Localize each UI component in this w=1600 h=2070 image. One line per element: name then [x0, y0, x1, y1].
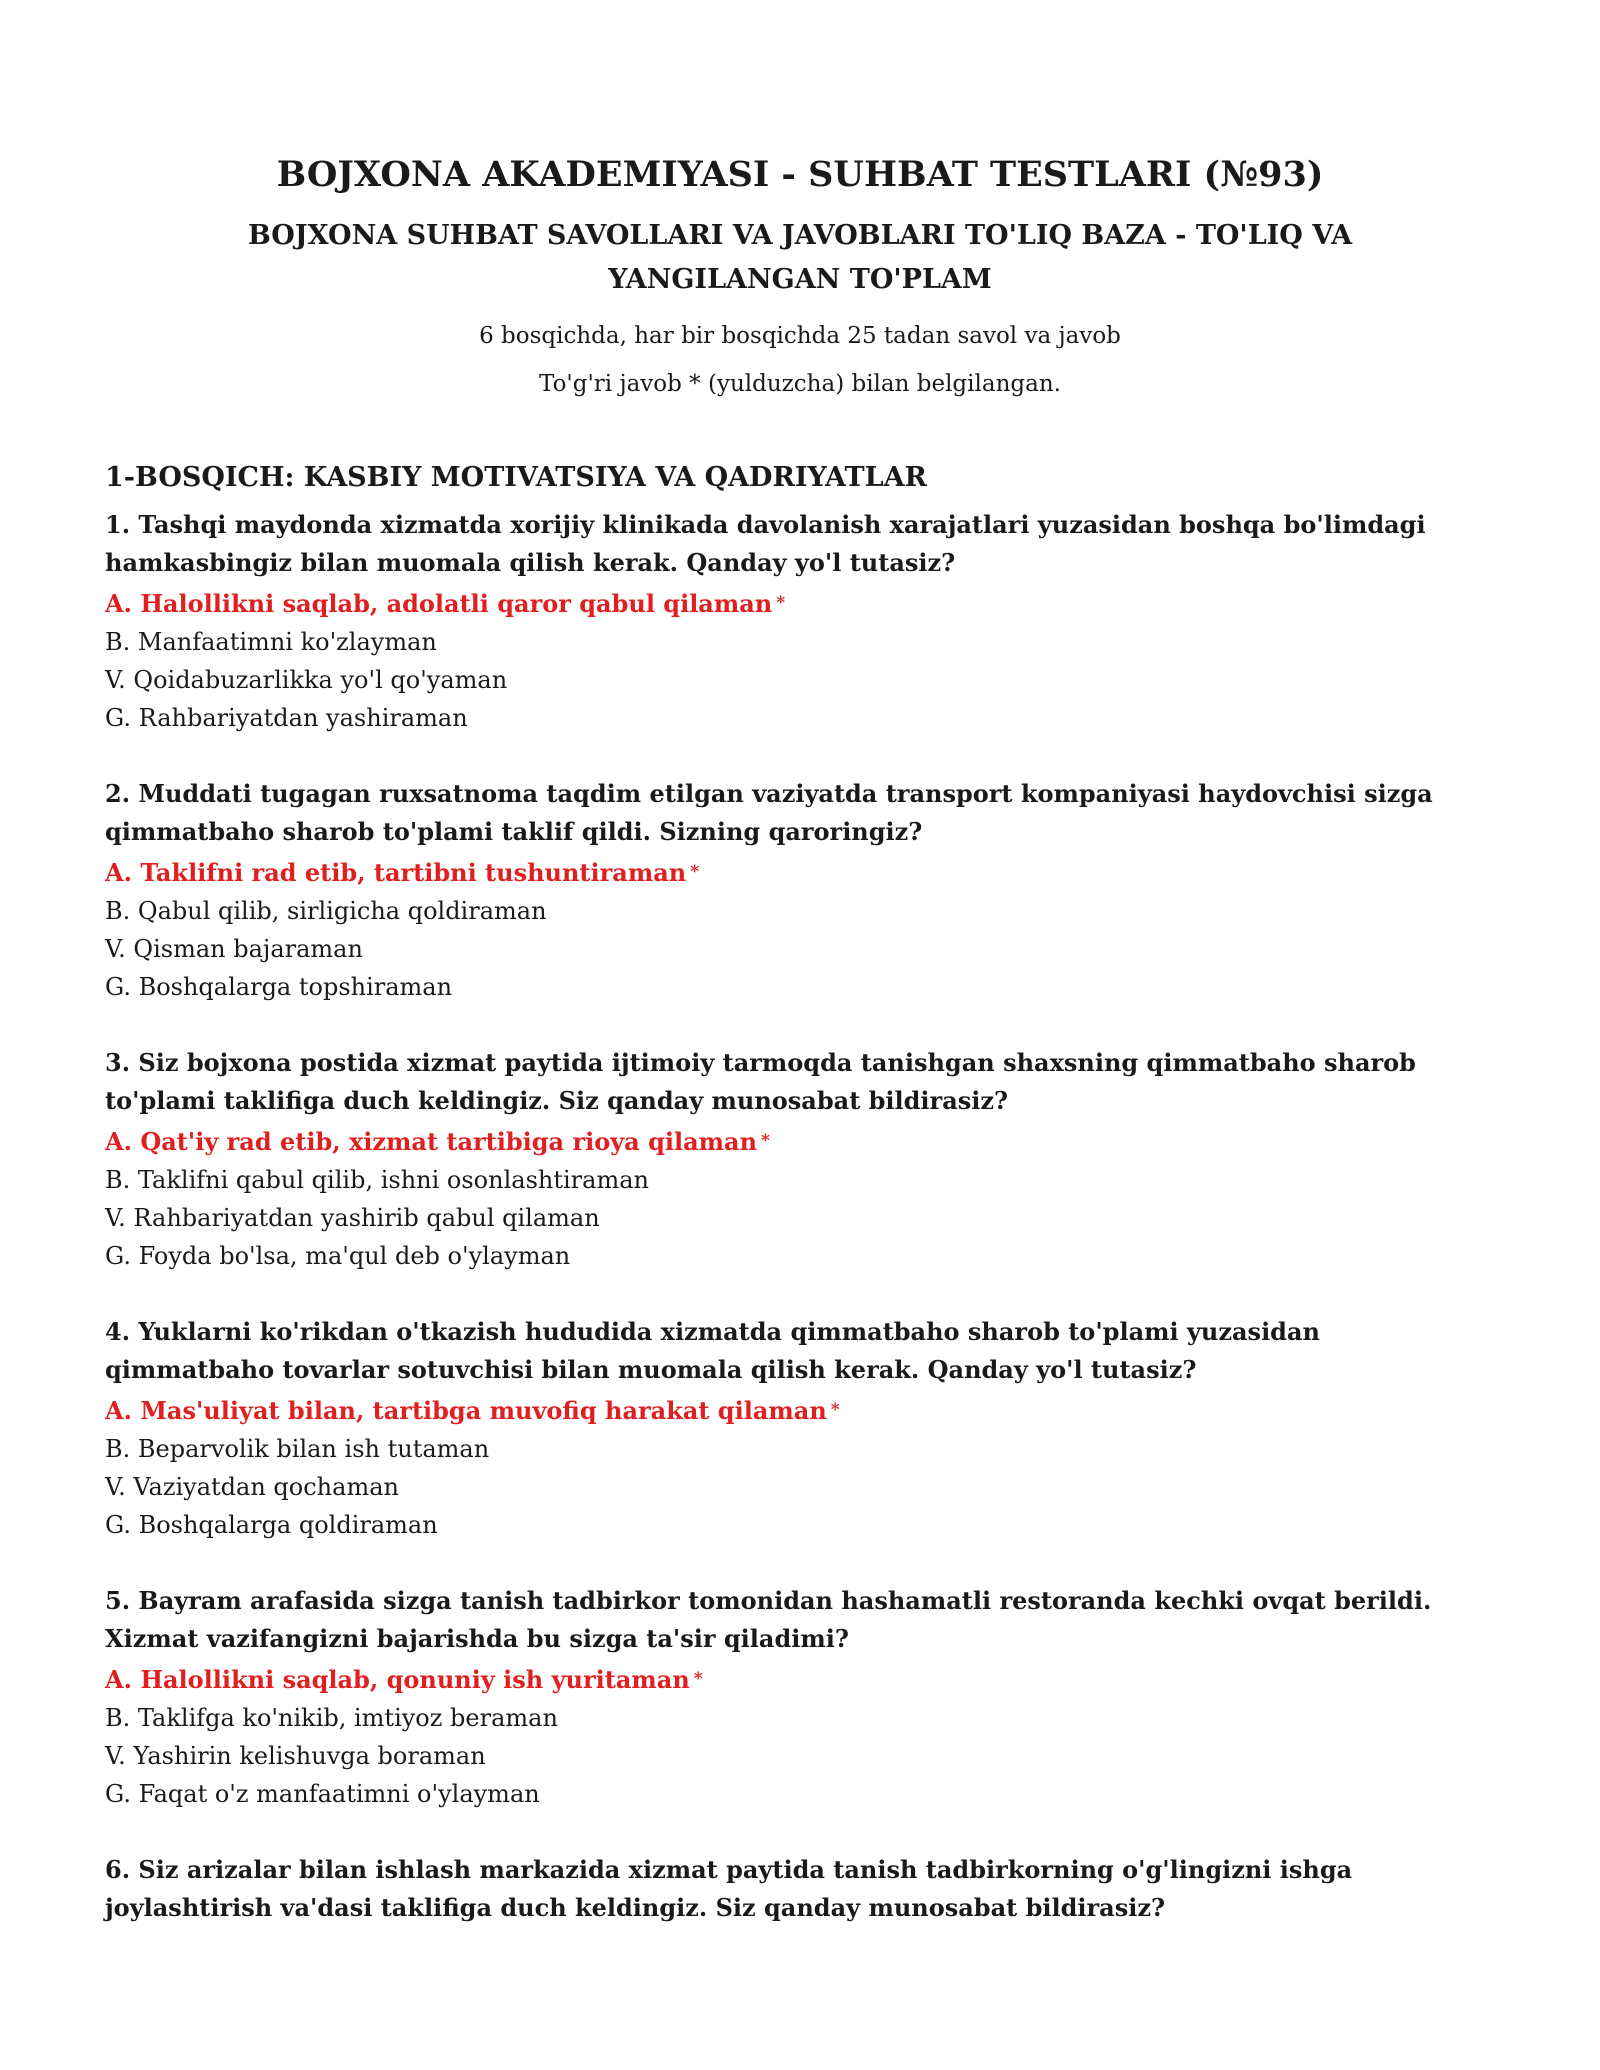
question-1: [105, 506, 1495, 737]
correct-answer: [105, 1122, 1495, 1161]
document-title: BOJXONA AKADEMIYASI - SUHBAT TESTLARI (№93): [276, 154, 1324, 195]
correct-mark: *: [830, 1400, 840, 1420]
answer-option: V. Qoidabuzarlikka yo'l qo'yaman: [105, 666, 508, 694]
question-text: 4. Yuklarni ko'rikdan o'tkazish hududida xizmatda qimmatbaho sharob to'plami yuzasidan qimmatbaho tovarlar sotuvchisi bilan muomala qilish kerak. Qanday yo'l tutasiz?: [105, 1317, 1320, 1384]
answer-option: B. Beparvolik bilan ish tutaman: [105, 1435, 490, 1463]
correct-answer-text: A. Halollikni saqlab, qonuniy ish yuritaman: [105, 1665, 690, 1694]
correct-answer: [105, 853, 1495, 892]
answer-option: G. Boshqalarga qoldiraman: [105, 1511, 438, 1539]
question-text: 2. Muddati tugagan ruxsatnoma taqdim etilgan vaziyatda transport kompaniyasi haydovchisi sizga qimmatbaho sharob to'plami taklif qildi. Sizning qaroringiz?: [105, 779, 1433, 846]
correct-answer-text: A. Taklifni rad etib, tartibni tushuntiraman: [105, 858, 687, 887]
question-4: [105, 1313, 1495, 1544]
correct-answer-text: A. Mas'uliyat bilan, tartibga muvofiq harakat qilaman: [105, 1396, 827, 1425]
correct-mark: *: [693, 1669, 703, 1689]
question-3: [105, 1044, 1495, 1275]
question-text: 6. Siz arizalar bilan ishlash markazida xizmat paytida tanish tadbirkorning o'g'lingizni ishga joylashtirish va'dasi taklifiga duch keldingiz. Siz qanday munosabat bildirasiz?: [105, 1855, 1353, 1922]
answer-option: G. Foyda bo'lsa, ma'qul deb o'ylayman: [105, 1242, 571, 1270]
answer-option: B. Taklifga ko'nikib, imtiyoz beraman: [105, 1704, 558, 1732]
correct-mark: *: [690, 862, 700, 882]
correct-answer: [105, 1660, 1495, 1699]
info-line-correct-mark: To'g'ri javob * (yulduzcha) bilan belgilangan.: [539, 371, 1061, 397]
answer-option: G. Faqat o'z manfaatimni o'ylayman: [105, 1780, 540, 1808]
answer-option: V. Vaziyatdan qochaman: [105, 1473, 399, 1501]
answer-option: B. Qabul qilib, sirligicha qoldiraman: [105, 897, 547, 925]
answer-option: B. Manfaatimni ko'zlayman: [105, 628, 437, 656]
correct-answer: [105, 1391, 1495, 1430]
question-text: 5. Bayram arafasida sizga tanish tadbirkor tomonidan hashamatli restoranda kechki ovqat berildi. Xizmat vazifangizni bajarishda bu sizga ta'sir qiladimi?: [105, 1586, 1432, 1653]
question-text: 3. Siz bojxona postida xizmat paytida ijtimoiy tarmoqda tanishgan shaxsning qimmatbaho sharob to'plami taklifiga duch keldingiz. Siz qanday munosabat bildirasiz?: [105, 1048, 1416, 1115]
correct-answer: [105, 584, 1495, 623]
stage-title: 1-BOSQICH: KASBIY MOTIVATSIYA VA QADRIYATLAR: [105, 462, 927, 493]
correct-mark: *: [776, 593, 786, 613]
document-subtitle: BOJXONA SUHBAT SAVOLLARI VA JAVOBLARI TO'LIQ BAZA - TO'LIQ VA YANGILANGAN TO'PLAM: [247, 220, 1353, 295]
answer-option: V. Rahbariyatdan yashirib qabul qilaman: [105, 1204, 600, 1232]
question-text: 1. Tashqi maydonda xizmatda xorijiy klinikada davolanish xarajatlari yuzasidan boshqa bo'limdagi hamkasbingiz bilan muomala qilish kerak. Qanday yo'l tutasiz?: [105, 510, 1426, 577]
question-5: [105, 1582, 1495, 1813]
question-6: [105, 1851, 1495, 1927]
answer-option: B. Taklifni qabul qilib, ishni osonlashtiraman: [105, 1166, 649, 1194]
answer-option: V. Qisman bajaraman: [105, 935, 363, 963]
answer-option: V. Yashirin kelishuvga boraman: [105, 1742, 486, 1770]
answer-option: G. Rahbariyatdan yashiraman: [105, 704, 468, 732]
correct-answer-text: A. Qat'iy rad etib, xizmat tartibiga rioya qilaman: [105, 1127, 758, 1156]
answer-option: G. Boshqalarga topshiraman: [105, 973, 453, 1001]
correct-mark: *: [761, 1131, 770, 1151]
info-line-stages: 6 bosqichda, har bir bosqichda 25 tadan savol va javob: [479, 323, 1121, 349]
question-2: [105, 775, 1495, 1006]
correct-answer-text: A. Halollikni saqlab, adolatli qaror qabul qilaman: [105, 589, 773, 618]
